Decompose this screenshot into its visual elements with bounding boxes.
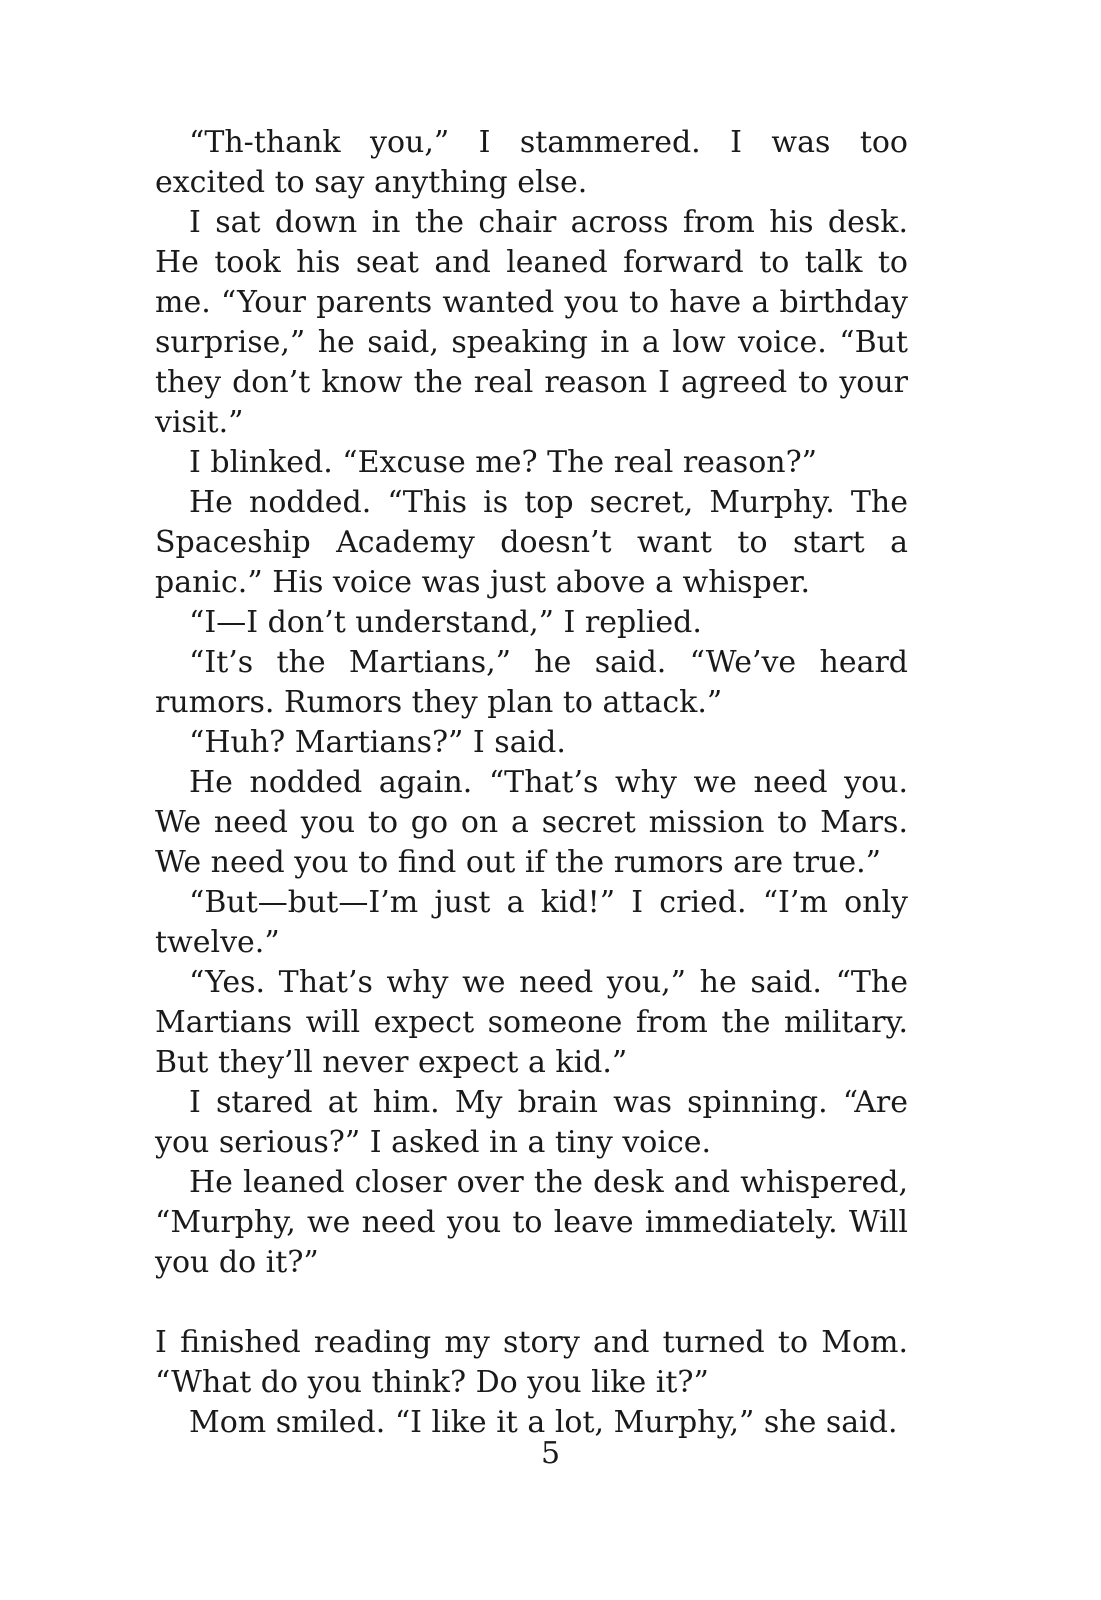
paragraph: “Th-thank you,” I stammered. I was too excited to say anything else. [155, 125, 908, 200]
paragraph: Mom smiled. “I like it a lot, Murphy,” she said. [189, 1405, 898, 1440]
paragraph: “But—but—I’m just a kid!” I cried. “I’m only twelve.” [155, 885, 908, 960]
paragraph: “It’s the Martians,” he said. “We’ve heard rumors. Rumors they plan to attack.” [155, 645, 908, 720]
paragraph: “Yes. That’s why we need you,” he said. “The Martians will expect someone from the military. But they’ll never expect a kid.” [155, 965, 908, 1080]
paragraph-after-break: I finished reading my story and turned to Mom. “What do you think? Do you like it?” [155, 1325, 908, 1400]
paragraph: He nodded. “This is top secret, Murphy. The Spaceship Academy doesn’t want to start a panic.” His voice was just above a whisper. [155, 485, 908, 600]
paragraph: I stared at him. My brain was spinning. “Are you serious?” I asked in a tiny voice. [155, 1085, 908, 1160]
paragraph: He leaned closer over the desk and whispered, “Murphy, we need you to leave immediately. Will you do it?” [155, 1165, 908, 1280]
paragraph: “Huh? Martians?” I said. [189, 725, 566, 760]
paragraph: “I—I don’t understand,” I replied. [189, 605, 702, 640]
paragraph: I blinked. “Excuse me? The real reason?” [189, 445, 818, 480]
paragraph: He nodded again. “That’s why we need you. We need you to go on a secret mission to Mars. We need you to find out if the rumors are true.” [155, 765, 908, 880]
paragraph: I sat down in the chair across from his desk. He took his seat and leaned forward to talk to me. “Your parents wanted you to have a birthday surprise,” he said, speaking in a low voice. “But they don’t know the real reason I agreed to your visit.” [155, 205, 908, 440]
page-number: 5 [540, 1436, 561, 1471]
body-text [155, 123, 908, 1443]
